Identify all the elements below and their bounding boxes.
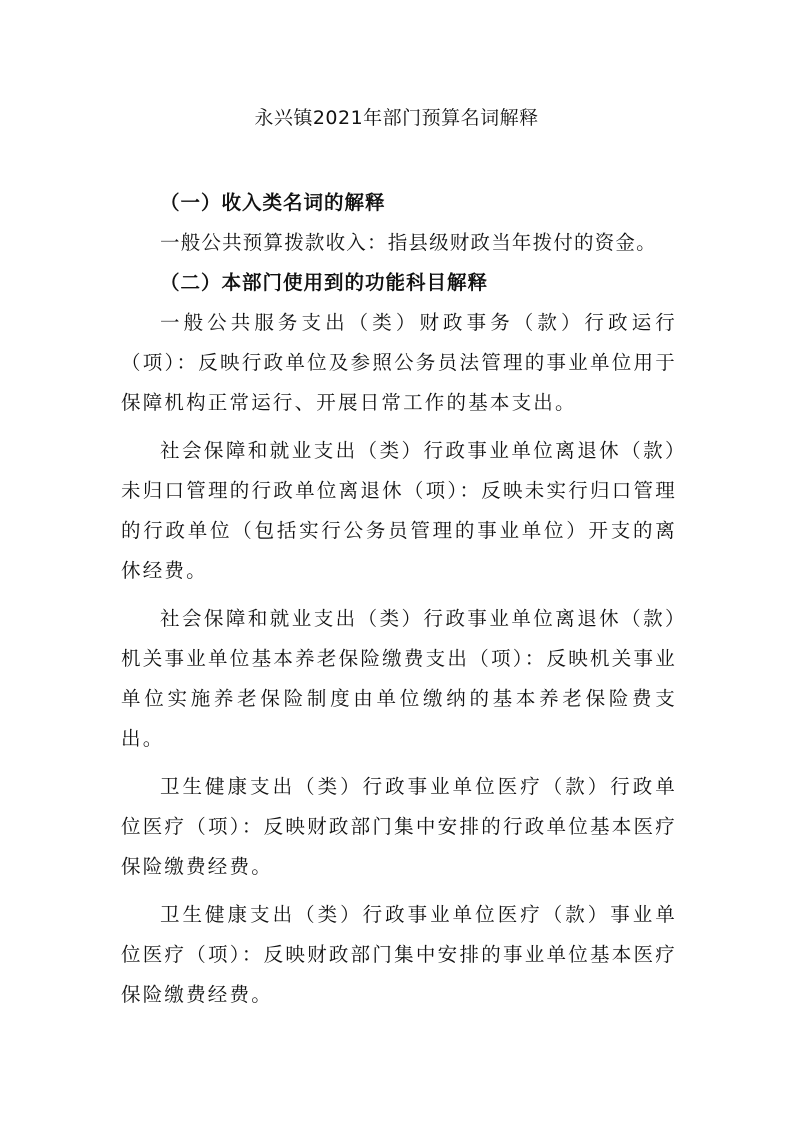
paragraph-retirement-unmanaged: 社会保障和就业支出（类）行政事业单位离退休（款）未归口管理的行政单位离退休（项）：反映未实行归口管理的行政单位（包括实行公务员管理的事业单位）开支的离休经费。 — [121, 439, 677, 582]
page-title: 永兴镇2021年部门预算名词解释 — [254, 107, 539, 129]
paragraph-gap — [121, 887, 677, 895]
paragraph-admin-unit-medical: 卫生健康支出（类）行政事业单位医疗（款）行政单位医疗（项）：反映财政部门集中安排的行政单位基本医疗保险缴费经费。 — [121, 775, 677, 878]
paragraph-gap — [121, 591, 677, 599]
paragraph-gap — [121, 759, 677, 767]
paragraph-pension-insurance: 社会保障和就业支出（类）行政事业单位离退休（款）机关事业单位基本养老保险缴费支出（项）：反映机关事业单位实施养老保险制度由单位缴纳的基本养老保险费支出。 — [121, 607, 677, 750]
paragraph-income-definition: 一般公共预算拨款收入：指县级财政当年拨付的资金。 — [160, 231, 657, 254]
section-heading-income: （一）收入类名词的解释 — [160, 191, 386, 214]
section-heading-functional-subjects: （二）本部门使用到的功能科目解释 — [160, 271, 489, 294]
paragraph-gap — [121, 423, 677, 431]
paragraph-institution-medical: 卫生健康支出（类）行政事业单位医疗（款）事业单位医疗（项）：反映财政部门集中安排的事业单位基本医疗保险缴费经费。 — [121, 903, 677, 1006]
document-body — [121, 183, 677, 1015]
paragraph-general-public-services: 一般公共服务支出（类）财政事务（款）行政运行（项）：反映行政单位及参照公务员法管理的事业单位用于保障机构正常运行、开展日常工作的基本支出。 — [121, 311, 677, 414]
